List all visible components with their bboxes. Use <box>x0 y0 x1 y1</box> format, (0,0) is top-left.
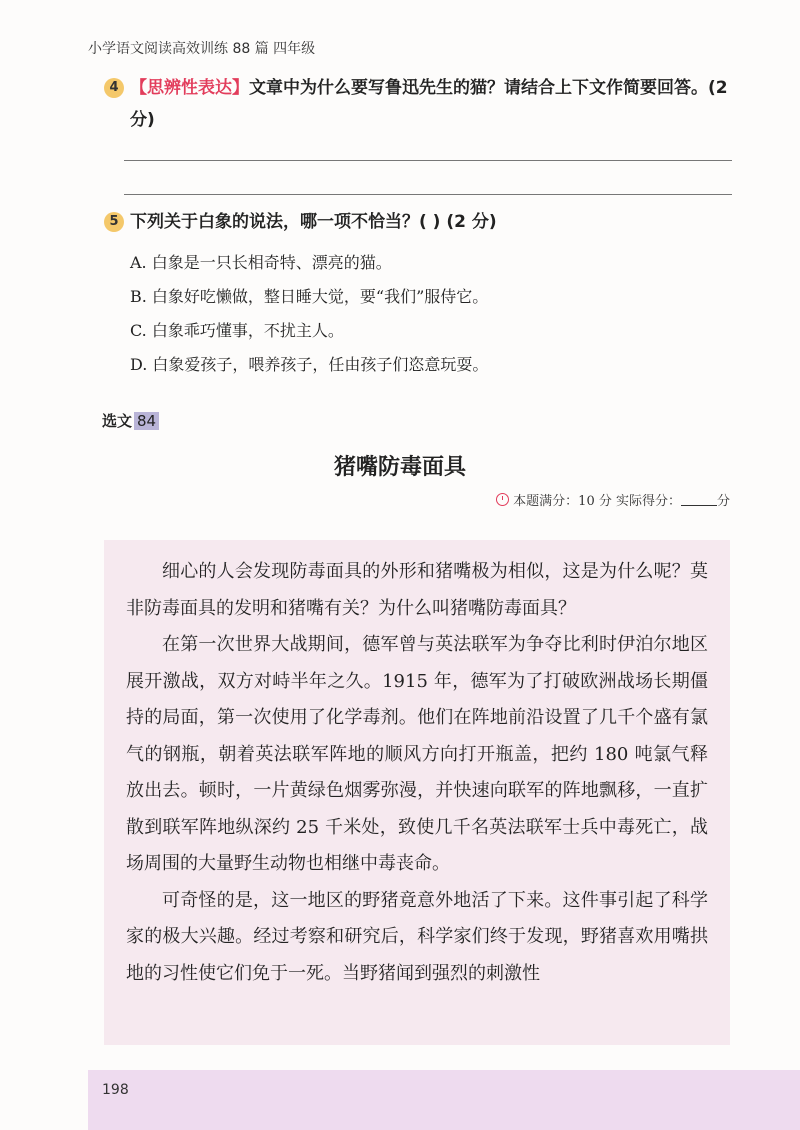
option-b: B. 白象好吃懒做，整日睡大觉，要“我们”服侍它。 <box>130 287 489 306</box>
question-tag: 【思辨性表达】 <box>130 78 249 98</box>
question-5 <box>104 206 744 382</box>
question-text: 下列关于白象的说法，哪一项不恰当？( ) (2 分) <box>130 212 497 232</box>
paragraph: 可奇怪的是，这一地区的野猪竟意外地活了下来。这件事引起了科学家的极大兴趣。经过考察和研究后，科学家们终于发现，野猪喜欢用嘴拱地的习性使它们免于一死。当野猪闻到强烈的刺激性 <box>126 889 708 984</box>
answer-line[interactable] <box>124 194 732 195</box>
question-number-badge: 4 <box>104 78 124 98</box>
score-blank[interactable] <box>681 493 717 506</box>
selection-number: 84 <box>134 412 159 430</box>
paragraph: 在第一次世界大战期间，德军曾与英法联军为争夺比利时伊泊尔地区展开激战，双方对峙半年之久。1915 年，德军为了打破欧洲战场长期僵持的局面，第一次使用了化学毒剂。他们在阵地前沿设置了几千个盛有氯气的钢瓶，朝着英法联军阵地的顺风方向打开瓶盖，把约 180 吨氯气释放出去。顿时，一片黄绿色烟雾弥漫，并快速向联军的阵地飘移，一直扩散到联军阵地纵深约 25 千米处，致使几千名英法联军士兵中毒死亡，战场周围的大量野生动物也相继中毒丧命。 <box>126 634 708 874</box>
paragraph: 细心的人会发现防毒面具的外形和猪嘴极为相似，这是为什么呢？莫非防毒面具的发明和猪嘴有关？为什么叫猪嘴防毒面具？ <box>126 561 708 619</box>
score-line <box>496 490 730 509</box>
score-label: 本题满分：10 分 实际得分： <box>513 494 681 509</box>
article-title: 猪嘴防毒面具 <box>333 455 466 480</box>
option-a: A. 白象是一只长相奇特、漂亮的猫。 <box>130 253 392 272</box>
selection-label <box>102 410 159 431</box>
page-number: 198 <box>102 1082 129 1098</box>
answer-line[interactable] <box>124 160 732 161</box>
footer-band <box>88 1070 800 1130</box>
option-d: D. 白象爱孩子，喂养孩子，任由孩子们恣意玩耍。 <box>130 355 489 374</box>
question-text: 文章中为什么要写鲁迅先生的猫？请结合上下文作简要回答。(2 分) <box>130 78 728 130</box>
score-unit: 分 <box>716 494 730 509</box>
option-c: C. 白象乖巧懂事，不扰主人。 <box>130 321 344 340</box>
selection-label-text: 选文 <box>102 412 133 430</box>
clock-icon <box>496 493 509 506</box>
book-header: 小学语文阅读高效训练 88 篇 四年级 <box>88 41 316 57</box>
question-number-badge: 5 <box>104 212 124 232</box>
question-4 <box>104 72 744 136</box>
article-passage <box>104 540 730 1045</box>
options-list <box>130 246 744 382</box>
